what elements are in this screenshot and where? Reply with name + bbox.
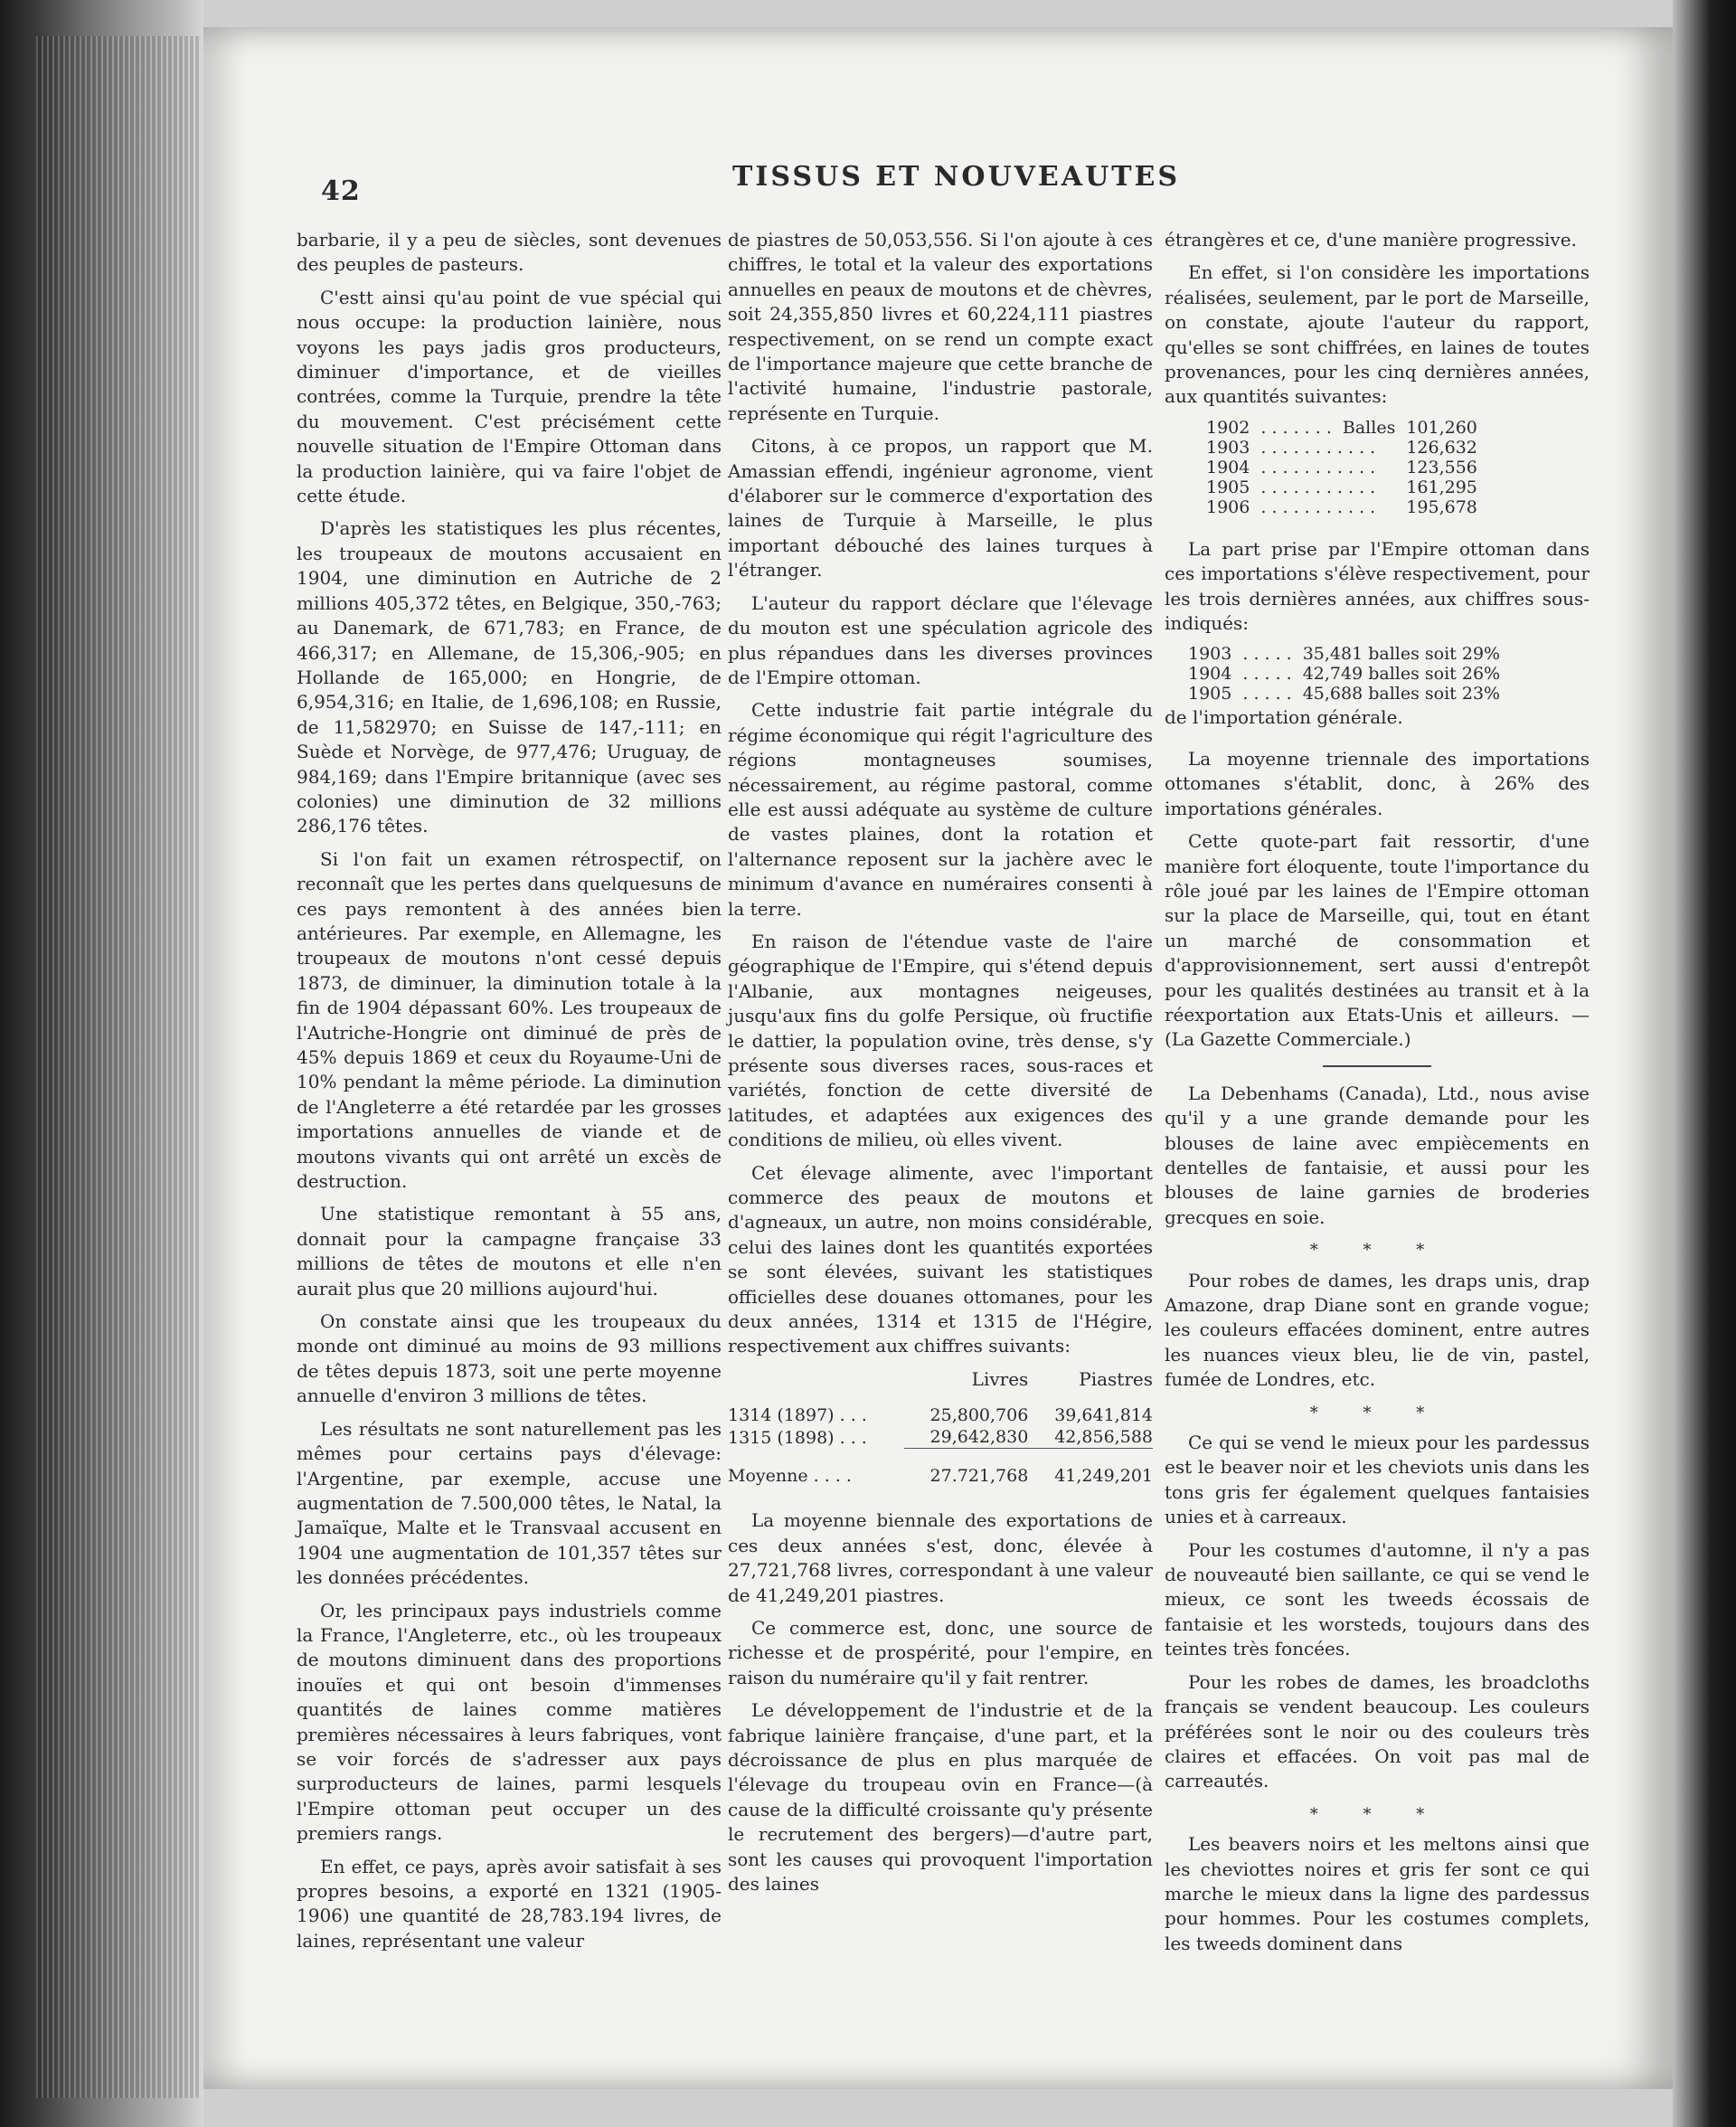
paragraph: En effet, si l'on considère les importations réalisées, seulement, par le port de Marseille, on constate, ajoute l'auteur du rapport, qu'elles se sont chiffrées, en laines de toutes provenances, pour les cinq dernières années, aux quantités suivantes: [1165, 261, 1590, 408]
share-year: 1905 [1188, 684, 1232, 704]
table-row [1201, 418, 1483, 438]
paragraph: Si l'on fait un examen rétrospectif, on reconnaît que les pertes dans quelquesuns de ces pays remontent à des années bien antérieures. Par exemple, en Allemagne, les troupeaux de moutons n'ont cessé depuis 1873, de diminuer, la diminution totale à la fin de 1904 dépassant 60%. Les troupeaux de l'Autriche-Hongrie ont diminué de près de 45% depuis 1869 et ceux du Royaume-Uni de 10% pendant la même période. La diminution de l'Angleterre a été retardée par les grosses importations annuelles de viande et de moutons vivants qui ont arrêté un excès de destruction. [297, 847, 722, 1193]
scanned-page [203, 27, 1673, 2089]
paragraph: La moyenne triennale des importations ottomanes s'établit, donc, à 26% des importations générales. [1165, 747, 1590, 819]
page-edges [36, 36, 199, 2098]
paragraph: de piastres de 50,053,556. Si l'on ajoute à ces chiffres, le total et la valeur des exportations annuelles en peaux de moutons et de chèvres, soit 24,355,850 livres et 60,224,111 piastres respectivement, on se rend un compte exact de l'importance majeure que cette branche de l'activité humaine, l'industrie pastorale, représente en Turquie. [728, 229, 1153, 424]
book-page-stack [0, 0, 203, 2127]
row-livres: 29,642,830 [929, 1427, 1029, 1448]
paragraph: Pour les robes de dames, les broadcloths français se vendent beaucoup. Les couleurs préférées sont le noir ou des couleurs très claires et effacées. On voit pas mal de carreautés. [1165, 1670, 1590, 1792]
page-number: 42 [321, 175, 361, 207]
share-text: 42,749 balles soit 26% [1302, 664, 1501, 685]
paragraph: Cette quote-part fait ressortir, d'une manière fort éloquente, toute l'importance du rôle joué par les laines de l'Empire ottoman sur la place de Marseille, qui, tout en étant un marché de consommation et d'approvisionnement, sert aussi d'entrepôt pour les qualités destinées au transit et à la réexportation aux Etats-Unis et ailleurs. — (La Gazette Commerciale.) [1165, 830, 1590, 1051]
paragraph: barbarie, il y a peu de siècles, sont devenues des peuples de pasteurs. [297, 229, 722, 276]
asterism-divider: * * * [1309, 1403, 1445, 1423]
import-year: 1906 [1206, 496, 1250, 517]
imports-table [1201, 418, 1483, 517]
column-3 [1165, 228, 1590, 1964]
import-year: 1904 [1206, 457, 1250, 477]
row-piastres: 42,856,588 [1054, 1427, 1153, 1448]
paragraph: Le développement de l'industrie et de la fabrique lainière française, d'une part, et la décroissance de plus en plus marquée de l'élevage du troupeau ovin en France—(à cause de la difficulté croissante qu'y présente le recrutement des bergers)—d'autre part, sont les causes qui provoquent l'importation des laines [728, 1699, 1153, 1895]
import-year: 1905 [1206, 477, 1250, 497]
average-livres: 27.721,768 [904, 1449, 1029, 1488]
leader-dots: . . . . . . . . . . . [1260, 477, 1376, 497]
paragraph: En effet, ce pays, après avoir satisfait à ses propres besoins, a exporté en 1321 (1905-1906) une quantité de 28,783.194 livres, de laines, représentant une valeur [297, 1855, 722, 1952]
paragraph: Cet élevage alimente, avec l'important commerce des peaux de moutons et d'agneaux, un autre, non moins considérable, celui des laines dont les quantités exportées se sont élevées, suivant les statistiques officielles dese douanes ottomanes, pour les deux années, 1314 et 1315 de l'Hégire, respectivement aux chiffres suivants: [728, 1161, 1153, 1357]
import-value: 123,556 [1406, 457, 1477, 477]
table-row [728, 1426, 1153, 1449]
paragraph: En raison de l'étendue vaste de l'aire géographique de l'Empire, qui s'étend depuis l'Albanie, aux montagnes neigeuses, jusqu'aux fins du golfe Persique, où fructifie le dattier, la population ovine, très dense, s'y présente sous diverses races, sous-races et variétés, fonction de cette diversité de latitudes, et adaptées aux exigences des conditions de milieu, où elles vivent. [728, 930, 1153, 1151]
table-row [728, 1404, 1153, 1426]
leader-dots: . . . . . [1242, 664, 1292, 685]
paragraph: de l'importation générale. [1165, 706, 1403, 729]
share-year: 1903 [1188, 644, 1232, 665]
export-table [728, 1367, 1153, 1487]
column-header-livres: Livres [971, 1367, 1029, 1390]
leader-dots: . . . . . . . . . . . [1260, 437, 1376, 458]
leader-dots: . . . . . . . [1260, 417, 1332, 438]
paragraph: Pour robes de dames, les draps unis, drap Amazone, drap Diane sont en grande vogue; les couleurs effacées dominent, entre autres les nuances vieux bleu, lie de vin, pastel, fumée de Londres, etc. [1165, 1269, 1590, 1391]
column-1 [297, 228, 722, 1962]
paragraph: C'estt ainsi qu'au point de vue spécial qui nous occupe: la production lainière, nous voyons les pays jadis gros producteurs, diminuer d'importance, et de vieilles contrées, comme la Turquie, prendre la tête du mouvement. C'est précisément cette nouvelle situation de l'Empire Ottoman dans la production lainière, qui va faire l'objet de cette étude. [297, 286, 722, 507]
paragraph: Citons, à ce propos, un rapport que M. Amassian effendi, ingénieur agronome, vient d'élaborer sur le commerce d'exportation des laines de Turquie à Marseille, le plus important débouché des laines turques à l'étranger. [728, 435, 1153, 581]
running-title: TISSUS ET NOUVEAUTES [732, 161, 1181, 193]
leader-dots: . . . . . . . . . . . [1260, 496, 1376, 517]
table-row [1201, 458, 1483, 477]
import-value: 161,295 [1406, 477, 1477, 497]
book-right-edge [1673, 0, 1736, 2127]
ottoman-share-table [1183, 644, 1505, 704]
table-row [1201, 438, 1483, 458]
import-year: 1902 [1206, 417, 1250, 438]
row-year: 1315 (1898) . . . [728, 1427, 867, 1448]
paragraph: Les beavers noirs et les meltons ainsi que les cheviottes noires et gris fer sont ce qui marche le mieux dans la ligne des pardessus pour hommes. Pour les costumes complets, les tweeds dominent dans [1165, 1833, 1590, 1954]
asterism-divider: * * * [1309, 1241, 1445, 1261]
share-text: 45,688 balles soit 23% [1302, 684, 1501, 704]
table-row [1183, 664, 1505, 684]
asterism-divider: * * * [1309, 1804, 1445, 1824]
import-unit: Balles [1342, 417, 1396, 438]
paragraph: Les résultats ne sont naturellement pas les mêmes pour certains pays d'élevage: l'Argentine, par exemple, accuse une augmentation de 7.500,000 têtes, le Natal, la Jamaïque, Malte et le Transvaal accusent en 1904 une augmentation de 101,357 têtes sur les données précédentes. [297, 1417, 722, 1589]
table-row [1201, 497, 1483, 517]
table-row [1183, 644, 1505, 664]
paragraph: Or, les principaux pays industriels comme la France, l'Angleterre, etc., où les troupeaux de moutons diminuent dans des proportions inouïes et qui ont besoin d'immenses quantités de laines comme matières premières nécessaires à leurs fabriques, vont se voir forcés de s'adresser aux pays surproducteurs de laines, parmi lesquels l'Empire ottoman peut occuper un des premiers rangs. [297, 1599, 722, 1845]
paragraph: Cette industrie fait partie intégrale du régime économique qui régit l'agriculture des régions montagneuses soumises, nécessairement, au régime pastoral, comme elle est aussi adéquate au système de culture de vastes plaines, dont la rotation et l'alternance reposent sur la jachère avec le minimum d'avance en numéraires consenti à la terre. [728, 699, 1153, 920]
paragraph: D'après les statistiques les plus récentes, les troupeaux de moutons accusaient en 1904, une diminution en Autriche de 2 millions 405,372 têtes, en Belgique, 350,-763; au Danemark, de 671,783; en France, de 466,317; en Allemane, de 15,306,-905; en Hollande de 165,000; en Hongrie, de 6,954,316; en Italie, de 1,696,108; en Russie, de 11,582970; en Suisse de 147,-111; en Suède et Norvège, de 977,476; Uruguay, de 984,169; dans l'Empire britannique (avec ses colonies) une diminution de 32 millions 286,176 têtes. [297, 517, 722, 837]
share-text: 35,481 balles soit 29% [1302, 644, 1501, 665]
import-value: 195,678 [1406, 496, 1477, 517]
paragraph: La moyenne biennale des exportations de ces deux années s'est, donc, élevée à 27,721,768 livres, correspondant à une valeur de 41,249,201 piastres. [728, 1509, 1153, 1606]
column-header-piastres: Piastres [1079, 1367, 1153, 1390]
table-row [1183, 684, 1505, 704]
column-2 [728, 228, 1153, 1905]
paragraph: La Debenhams (Canada), Ltd., nous avise qu'il y a une grande demande pour les blouses de laine avec empiècements en dentelles de fantaisie, et aussi pour les blouses de laine garnies de broderies grecques en soie. [1165, 1082, 1590, 1228]
import-value: 101,260 [1406, 417, 1477, 438]
table-row [1201, 477, 1483, 497]
row-year: 1314 (1897) . . . [728, 1405, 867, 1426]
paragraph: L'auteur du rapport déclare que l'élevage du mouton est une spéculation agricole des plus répandues dans les diverses provinces de l'Empire ottoman. [728, 591, 1153, 688]
leader-dots: . . . . . [1242, 644, 1292, 665]
import-year: 1903 [1206, 437, 1250, 458]
row-livres: 25,800,706 [929, 1405, 1029, 1426]
page-header [203, 143, 1673, 207]
paragraph: étrangères et ce, d'une manière progressive. [1165, 229, 1577, 251]
paragraph: Ce qui se vend le mieux pour les pardessus est le beaver noir et les cheviots unis dans les tons gris fer également quelques fantaisies unies et à carreaux. [1165, 1432, 1590, 1528]
row-piastres: 39,641,814 [1054, 1405, 1153, 1426]
section-divider [1323, 1065, 1431, 1067]
paragraph: On constate ainsi que les troupeaux du monde ont diminué au moins de 93 millions de têtes depuis 1873, soit une perte moyenne annuelle d'environ 3 millions de têtes. [297, 1310, 722, 1407]
import-value: 126,632 [1406, 437, 1477, 458]
average-piastres: 41,249,201 [1028, 1449, 1153, 1488]
leader-dots: . . . . . . . . . . . [1260, 457, 1376, 477]
table-average-row [728, 1449, 1153, 1488]
average-label: Moyenne . . . . [728, 1466, 852, 1487]
paragraph: La part prise par l'Empire ottoman dans ces importations s'élève respectivement, pour les trois dernières années, aux chiffres sous-indiqués: [1165, 537, 1590, 635]
leader-dots: . . . . . [1242, 684, 1292, 704]
paragraph: Ce commerce est, donc, une source de richesse et de prospérité, pour l'empire, en raison du numéraire qu'il y fait rentrer. [728, 1616, 1153, 1688]
paragraph: Pour les costumes d'automne, il n'y a pas de nouveauté bien saillante, ce qui se vend le mieux, ce sont les tweeds écossais de fantaisie et les worsteds, toujours dans des teintes très foncées. [1165, 1538, 1590, 1660]
paragraph: Une statistique remontant à 55 ans, donnait pour la campagne française 33 millions de têtes de moutons et elle n'en aurait plus que 20 millions aujourd'hui. [297, 1203, 722, 1300]
share-year: 1904 [1188, 664, 1232, 685]
